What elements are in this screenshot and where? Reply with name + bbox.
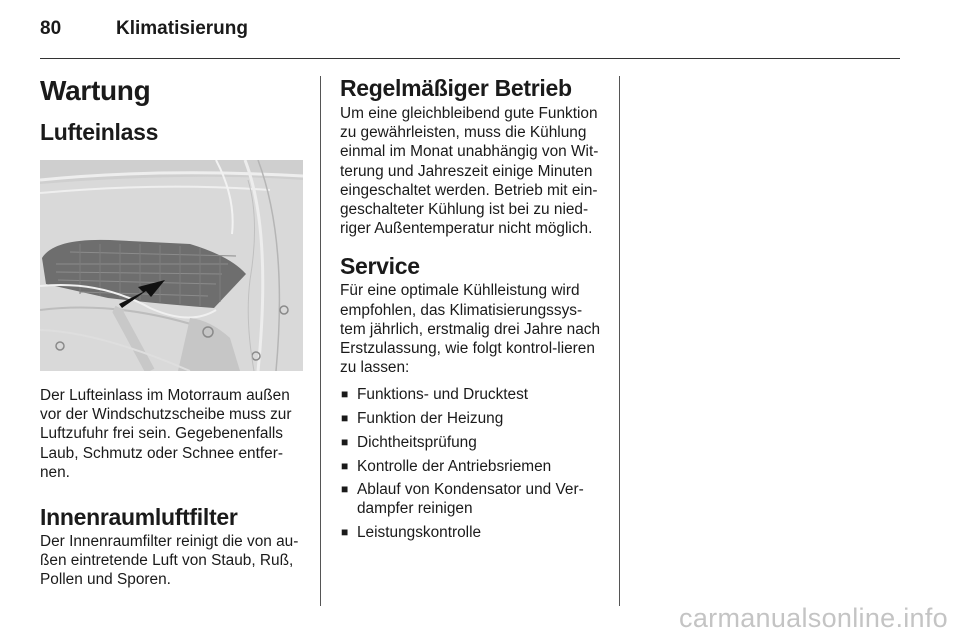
list-item: ■ Ablauf von Kondensator und Ver-dampfer reinigen <box>341 481 584 518</box>
bullet-icon: ■ <box>341 411 349 426</box>
watermark: carmanualsonline.info <box>679 603 948 633</box>
air-inlet-text: Der Lufteinlass im Motorraum außen vor der Windschutzscheibe muss zur Luftzufuhr frei sein. Gegebenenfalls Laub, Schmutz oder Schnee entfer-nen. <box>40 387 292 481</box>
bullet-icon: ■ <box>341 387 349 402</box>
bullet-icon: ■ <box>341 434 349 449</box>
left-column <box>40 74 303 590</box>
page-header <box>40 18 900 48</box>
list-item: ■ Leistungskontrolle <box>341 524 482 542</box>
list-item: ■ Funktion der Heizung <box>341 410 504 428</box>
chapter-title: Klimatisierung <box>116 18 248 39</box>
list-item: ■ Funktions- und Drucktest <box>341 386 529 404</box>
bullet-icon: ■ <box>341 525 349 540</box>
column-divider-left <box>320 76 321 606</box>
subsection-title: Lufteinlass <box>40 119 159 145</box>
regular-operation-title: Regelmäßiger Betrieb <box>340 75 572 101</box>
column-divider-right <box>619 76 620 606</box>
section-title: Wartung <box>40 75 151 106</box>
list-item: ■ Kontrolle der Antriebsriemen <box>341 457 552 475</box>
regular-operation-text: Um eine gleichbleibend gute Funktion zu gewährleisten, muss die Kühlung einmal im Monat unabhängig von Wit-terung und Jahreszeit einige Minuten eingeschaltet werden. Betrieb mit ein-geschalteter Kühlung ist bei zu nied-riger Außentemperatur nicht möglich. <box>340 105 599 238</box>
filter-title: Innenraumluftfilter <box>40 504 238 531</box>
engine-bay-illustration <box>40 160 303 371</box>
service-checklist <box>340 385 605 542</box>
filter-text: Der Innenraumfilter reinigt die von au-ßen eintretende Luft von Staub, Ruß, Pollen und Sporen. <box>40 533 299 589</box>
page-number: 80 <box>40 18 62 39</box>
service-text: Für eine optimale Kühlleistung wird empfohlen, das Klimatisierungssys-tem jährlich, erstmalig drei Jahre nach Erstzulassung, wie folgt kontrol-lieren zu lassen: <box>340 282 601 377</box>
bullet-icon: ■ <box>341 458 349 473</box>
list-item: ■ Dichtheitsprüfung <box>341 433 477 451</box>
bullet-icon: ■ <box>341 482 349 497</box>
service-title: Service <box>340 253 420 280</box>
header-rule <box>40 58 900 59</box>
right-column <box>340 74 605 547</box>
